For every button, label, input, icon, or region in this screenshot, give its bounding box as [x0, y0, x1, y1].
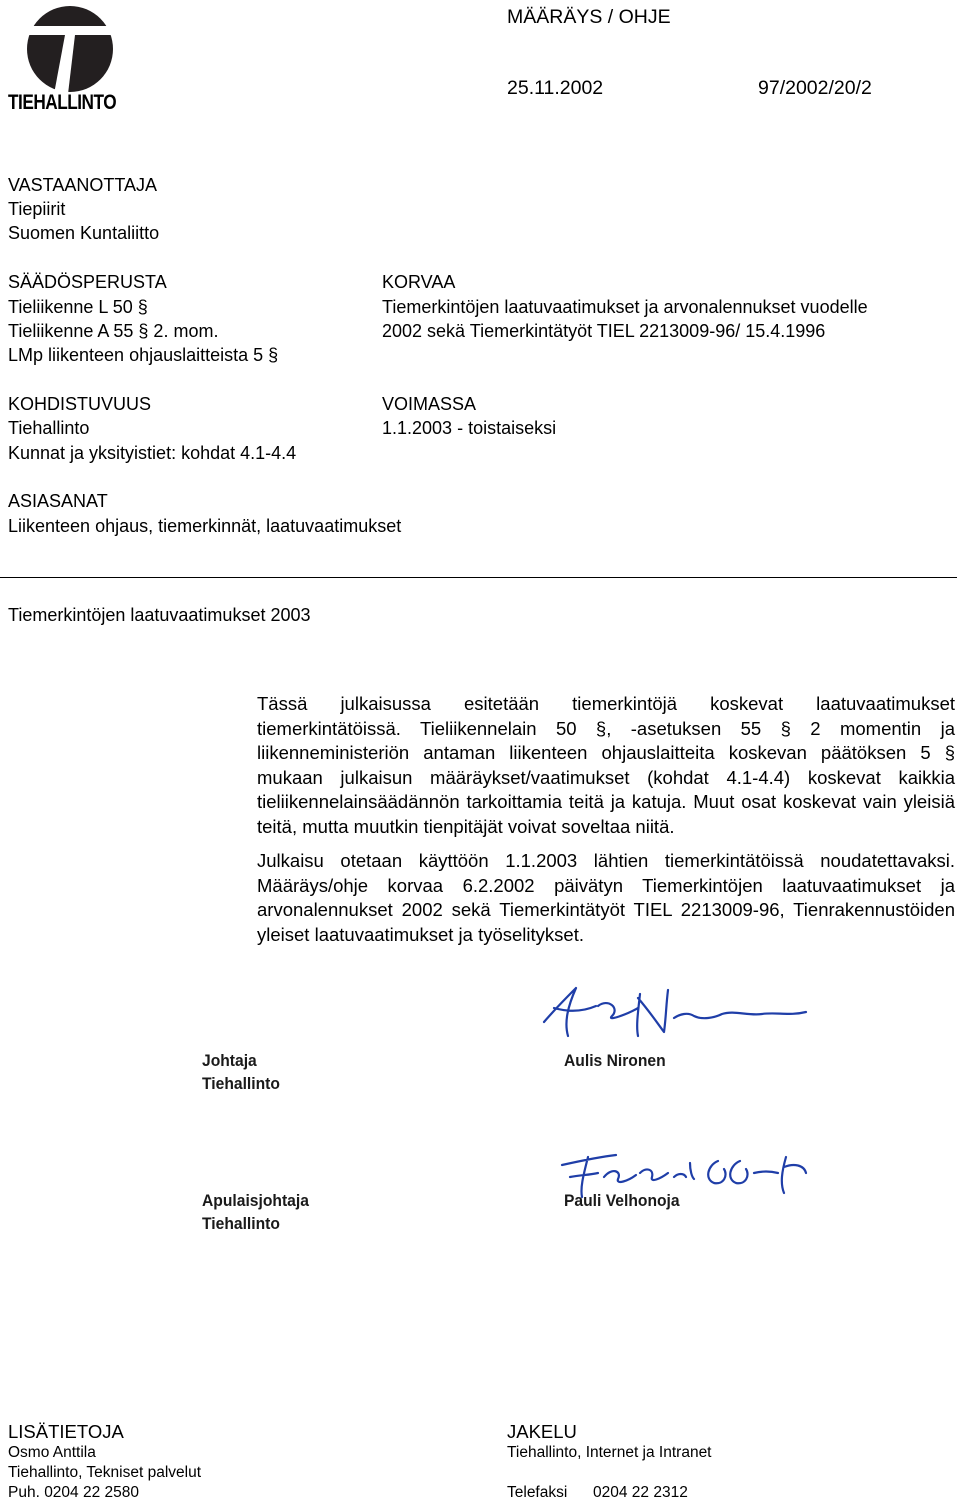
more-info-heading: LISÄTIETOJA	[8, 1421, 124, 1442]
legal-basis-line: Tieliikenne L 50 §	[8, 297, 148, 317]
scope-heading: KOHDISTUVUUS	[8, 394, 152, 414]
document-title: Tiemerkintöjen laatuvaatimukset 2003	[8, 605, 311, 625]
body-paragraph-2-text: Julkaisu otetaan käyttöön 1.1.2003 lähtien tiemerkintätöissä noudatettavaksi. Määräys/ohje korvaa 6.2.2002 päivätyn Tiemerkintöjen laatuvaatimukset ja arvonalennukset 2002 sekä Tiemerkintätyöt TIEL 2213009-96, Tienrakennustöiden yleiset laatuvaatimukset ja työselitykset.	[257, 850, 955, 945]
contact-phone: Puh. 0204 22 2580	[8, 1484, 140, 1501]
recipient-line: Suomen Kuntaliitto	[8, 223, 160, 243]
signatory-1-org: Tiehallinto	[202, 1074, 280, 1093]
fax-number: 0204 22 2312	[593, 1484, 688, 1501]
replaces-heading: KORVAA	[382, 272, 456, 292]
document-number: 97/2002/20/2	[758, 77, 872, 99]
legal-basis-line: Tieliikenne A 55 § 2. mom.	[8, 321, 219, 341]
replaces-line: 2002 sekä Tiemerkintätyöt TIEL 2213009-96/ 15.4.1996	[382, 321, 826, 341]
logo-text: TIEHALLINTO	[8, 91, 117, 114]
replaces-line: Tiemerkintöjen laatuvaatimukset ja arvonalennukset vuodelle	[382, 297, 868, 317]
tiehallinto-logo-icon	[8, 4, 132, 94]
body-paragraph-1-text: Tässä julkaisussa esitetään tiemerkintöjä koskevat laatuvaatimukset tiemerkintätöissä. Tieliikennelain 50 §, -asetuksen 55 § 2 momentin ja liikenneministeriön antaman liikenteen ohjauslaitteita koskevan päätöksen 5 § mukaan julkaisun määräykset/vaatimukset (kohdat 4.1-4.4) koskevat kaikkia tieliikennelainsäädännön tarkoittamia teitä ja katuja. Muut osat koskevat vain yleisiä teitä, mutta muutkin tienpitäjät voivat soveltaa niitä.	[257, 693, 955, 837]
keywords-heading: ASIASANAT	[8, 491, 108, 511]
legal-basis-line: LMp liikenteen ohjauslaitteista 5 §	[8, 345, 279, 365]
contact-organization: Tiehallinto, Tekniset palvelut	[8, 1464, 202, 1481]
body-paragraph-2	[257, 849, 955, 947]
document-date: 25.11.2002	[507, 77, 604, 99]
distribution-value: Tiehallinto, Internet ja Intranet	[507, 1444, 712, 1461]
signatory-1-role: Johtaja	[202, 1051, 257, 1070]
horizontal-divider	[0, 577, 957, 578]
validity-value: 1.1.2003 - toistaiseksi	[382, 418, 557, 438]
signature-block	[198, 978, 918, 1278]
contact-name: Osmo Anttila	[8, 1444, 96, 1461]
recipients-heading: VASTAANOTTAJA	[8, 175, 158, 195]
keywords-value: Liikenteen ohjaus, tiemerkinnät, laatuvaatimukset	[8, 516, 402, 536]
fax-label: Telefaksi	[507, 1484, 568, 1501]
signatory-2-role: Apulaisjohtaja	[202, 1191, 309, 1210]
body-paragraph-1	[257, 692, 955, 839]
legal-basis-heading: SÄÄDÖSPERUSTA	[8, 272, 167, 292]
document-type: MÄÄRÄYS / OHJE	[507, 6, 671, 28]
scope-line: Tiehallinto	[8, 418, 90, 438]
validity-heading: VOIMASSA	[382, 394, 477, 414]
signatory-1-name: Aulis Nironen	[564, 1051, 666, 1070]
distribution-heading: JAKELU	[507, 1421, 577, 1442]
scope-line: Kunnat ja yksityistiet: kohdat 4.1-4.4	[8, 443, 297, 463]
handwritten-signature-1-icon	[538, 978, 828, 1050]
signatory-2-name: Pauli Velhonoja	[564, 1191, 680, 1210]
recipient-line: Tiepiirit	[8, 199, 66, 219]
signatory-2-org: Tiehallinto	[202, 1214, 280, 1233]
